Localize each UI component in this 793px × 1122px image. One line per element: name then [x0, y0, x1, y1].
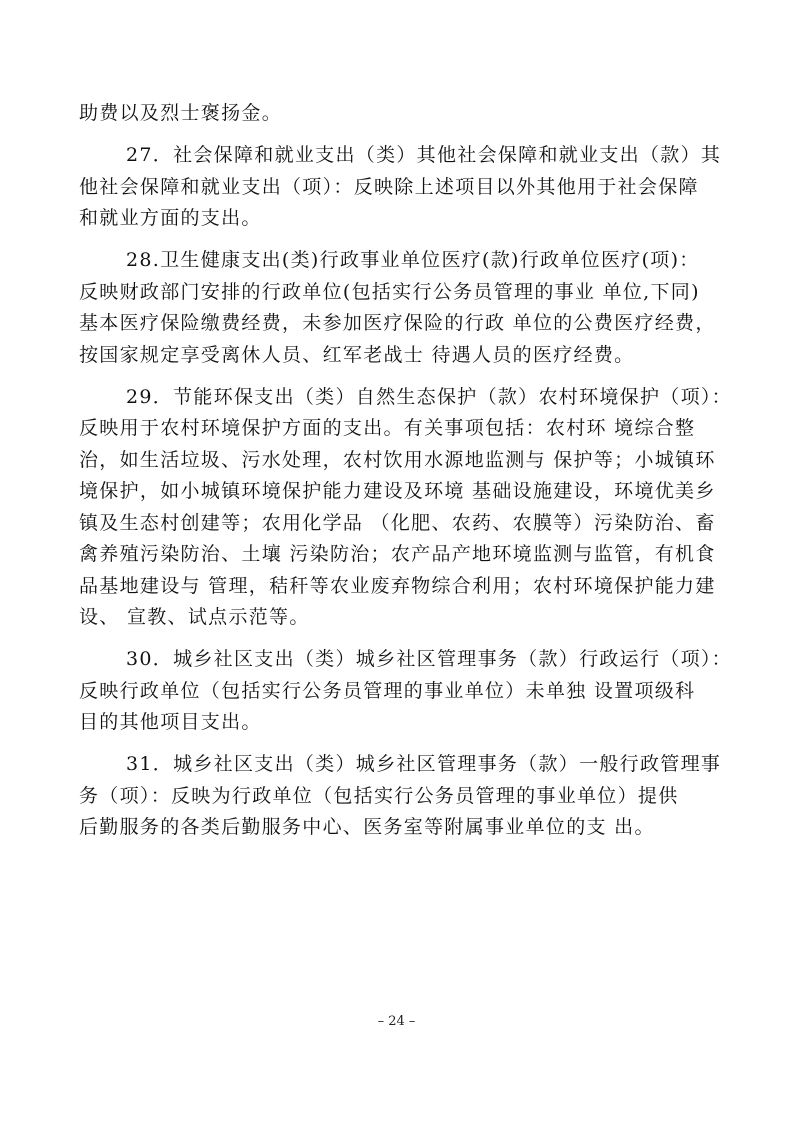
text-line: 反映用于农村环境保护方面的支出。有关事项包括：农村环 境综合整: [79, 417, 696, 439]
text-line: 反映财政部门安排的行政单位(包括实行公务员管理的事业 单位,下同): [79, 280, 700, 303]
text-line: 28.卫生健康支出(类)行政事业单位医疗(款)行政单位医疗(项)：: [126, 249, 700, 271]
text-line: 29．节能环保支出（类）自然生态保护（款）农村环境保护（项）：: [126, 385, 732, 408]
paragraph-item-29: [79, 382, 739, 634]
paragraph-item-31: [79, 749, 739, 844]
document-body: [79, 98, 739, 854]
paragraph-item-30: [79, 644, 739, 739]
text-line: 反映行政单位（包括实行公务员管理的事业单位）未单独 设置项级科: [79, 679, 696, 702]
paragraph-item-27: [79, 140, 739, 235]
text-line: 30．城乡社区支出（类）城乡社区管理事务（款）行政运行（项）：: [126, 648, 732, 670]
text-line: 目的其他项目支出。: [79, 711, 262, 733]
text-line: 品基地建设与 管理，秸秆等农业废弃物综合利用；农村环境保护能力建: [79, 574, 716, 597]
text-line: 27．社会保障和就业支出（类）其他社会保障和就业支出（款）其: [126, 144, 722, 166]
text-line: 境保护，如小城镇环境保护能力建设及环境 基础设施建设，环境优美乡: [79, 480, 716, 502]
paragraph-item-28: [79, 245, 739, 371]
text-line: 设、 宣教、试点示范等。: [79, 606, 310, 628]
text-line: 助费以及烈士褒扬金。: [79, 102, 283, 124]
text-line: 务（项）：反映为行政单位（包括实行公务员管理的事业单位）提供: [79, 784, 679, 807]
paragraph-continuation: [79, 98, 739, 130]
text-line: 和就业方面的支出。: [79, 207, 262, 229]
text-line: 后勤服务的各类后勤服务中心、医务室等附属事业单位的支 出。: [79, 816, 655, 838]
text-line: 基本医疗保险缴费经费，未参加医疗保险的行政 单位的公费医疗经费，: [79, 312, 716, 334]
text-line: 镇及生态村创建等；农用化学品 （化肥、农药、农膜等）污染防治、畜: [79, 511, 716, 534]
text-line: 31．城乡社区支出（类）城乡社区管理事务（款）一般行政管理事: [126, 753, 722, 775]
page-number: – 24 –: [377, 1014, 416, 1029]
text-line: 他社会保障和就业支出（项）：反映除上述项目以外其他用于社会保障: [79, 175, 699, 198]
text-line: 按国家规定享受离休人员、红军老战士 待遇人员的医疗经费。: [79, 343, 635, 366]
text-line: 治，如生活垃圾、污水处理，农村饮用水源地监测与 保护等；小城镇环: [79, 448, 716, 471]
text-line: 禽养殖污染防治、土壤 污染防治；农产品产地环境监测与监管，有机食: [79, 543, 716, 565]
